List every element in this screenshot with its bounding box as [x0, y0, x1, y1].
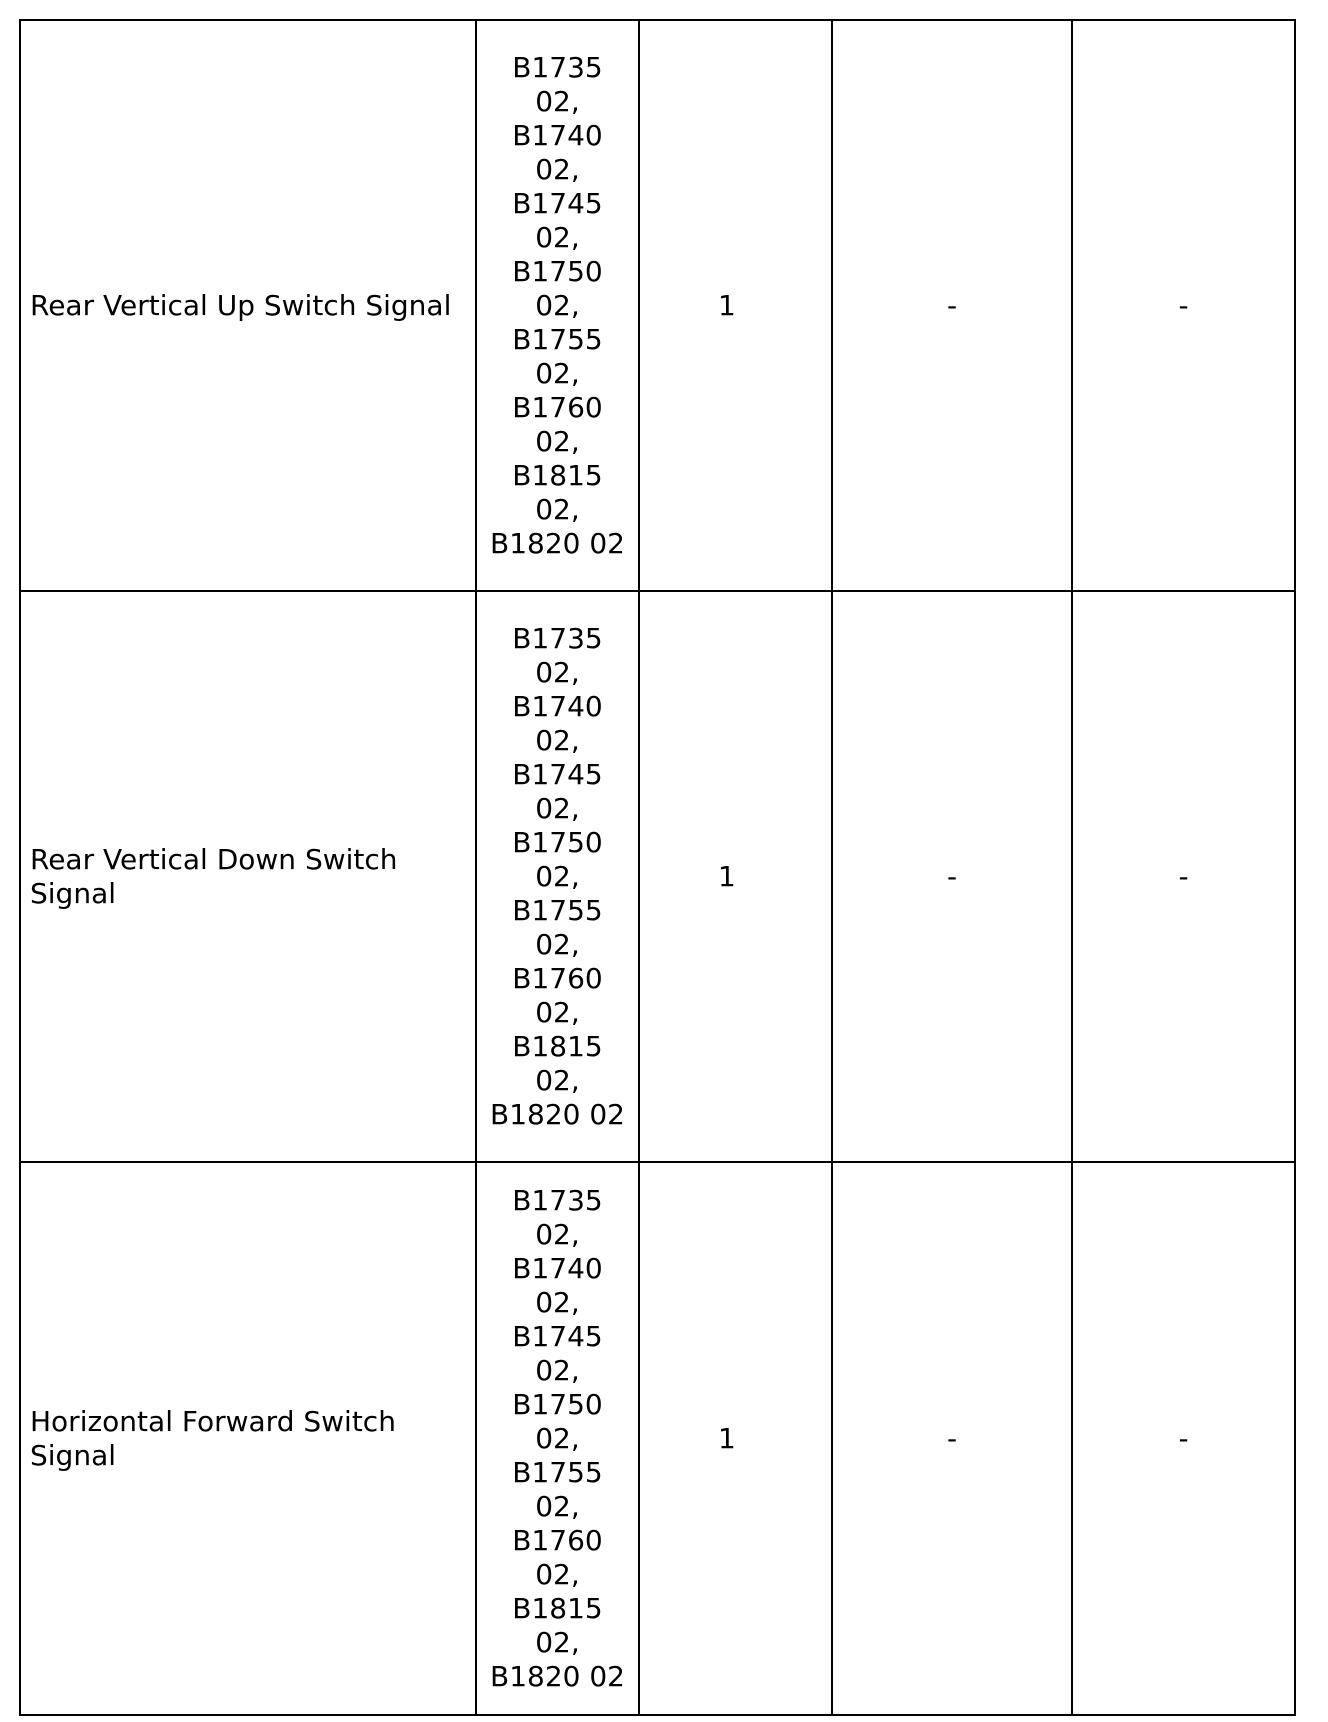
- dtc-line: 02,: [535, 356, 580, 390]
- dtc-line: B1760: [512, 961, 603, 995]
- dtc-line: 02,: [535, 84, 580, 118]
- dtc-line: B1740: [512, 1251, 603, 1285]
- signal-name-cell: Rear Vertical Down Switch Signal: [20, 591, 476, 1162]
- dtc-line: 02,: [535, 1421, 580, 1455]
- dash-cell: -: [832, 591, 1072, 1162]
- value-cell: 1: [639, 20, 832, 591]
- dtc-line: 02,: [535, 655, 580, 689]
- dtc-line: 02,: [535, 424, 580, 458]
- dtc-line: B1820 02: [490, 526, 625, 560]
- dtc-line: B1815: [512, 1029, 603, 1063]
- dtc-line: B1755: [512, 1455, 603, 1489]
- dtc-line: 02,: [535, 1353, 580, 1387]
- dtc-line: B1750: [512, 254, 603, 288]
- table-row: [20, 591, 1295, 1162]
- dtc-line: B1755: [512, 893, 603, 927]
- signal-table: [19, 19, 1296, 1716]
- dtc-line: B1735: [512, 1183, 603, 1217]
- dtc-line: 02,: [535, 1285, 580, 1319]
- dtc-line: 02,: [535, 723, 580, 757]
- dtc-line: 02,: [535, 492, 580, 526]
- dtc-line: 02,: [535, 791, 580, 825]
- dtc-line: B1735: [512, 621, 603, 655]
- value-cell: 1: [639, 591, 832, 1162]
- dtc-line: B1740: [512, 689, 603, 723]
- dtc-line: 02,: [535, 288, 580, 322]
- value-cell: 1: [639, 1162, 832, 1715]
- dtc-line: B1735: [512, 50, 603, 84]
- dtc-line: B1745: [512, 757, 603, 791]
- dtc-line: B1815: [512, 458, 603, 492]
- dtc-line: 02,: [535, 995, 580, 1029]
- dtc-line: B1760: [512, 1523, 603, 1557]
- dtc-line: 02,: [535, 927, 580, 961]
- dtc-line: 02,: [535, 1489, 580, 1523]
- dash-cell: -: [832, 20, 1072, 591]
- signal-name-cell: Rear Vertical Up Switch Signal: [20, 20, 476, 591]
- dtc-line: 02,: [535, 220, 580, 254]
- dash-cell: -: [832, 1162, 1072, 1715]
- table-row: [20, 20, 1295, 591]
- dtc-line: B1760: [512, 390, 603, 424]
- dtc-line: 02,: [535, 1063, 580, 1097]
- signal-name-cell: Horizontal Forward Switch Signal: [20, 1162, 476, 1715]
- dtc-line: B1820 02: [490, 1097, 625, 1131]
- dtc-line: B1750: [512, 1387, 603, 1421]
- dtc-codes-cell: [476, 20, 639, 591]
- dash-cell: -: [1072, 591, 1295, 1162]
- dtc-line: 02,: [535, 1625, 580, 1659]
- dtc-line: B1815: [512, 1591, 603, 1625]
- dtc-line: B1745: [512, 1319, 603, 1353]
- dash-cell: -: [1072, 1162, 1295, 1715]
- dtc-line: 02,: [535, 859, 580, 893]
- dtc-codes-cell: [476, 1162, 639, 1715]
- dtc-line: 02,: [535, 152, 580, 186]
- dtc-codes-cell: [476, 591, 639, 1162]
- dtc-line: B1740: [512, 118, 603, 152]
- table-row: [20, 1162, 1295, 1715]
- dash-cell: -: [1072, 20, 1295, 591]
- dtc-line: B1750: [512, 825, 603, 859]
- dtc-line: B1745: [512, 186, 603, 220]
- dtc-line: 02,: [535, 1557, 580, 1591]
- dtc-line: B1755: [512, 322, 603, 356]
- dtc-line: 02,: [535, 1217, 580, 1251]
- dtc-line: B1820 02: [490, 1659, 625, 1693]
